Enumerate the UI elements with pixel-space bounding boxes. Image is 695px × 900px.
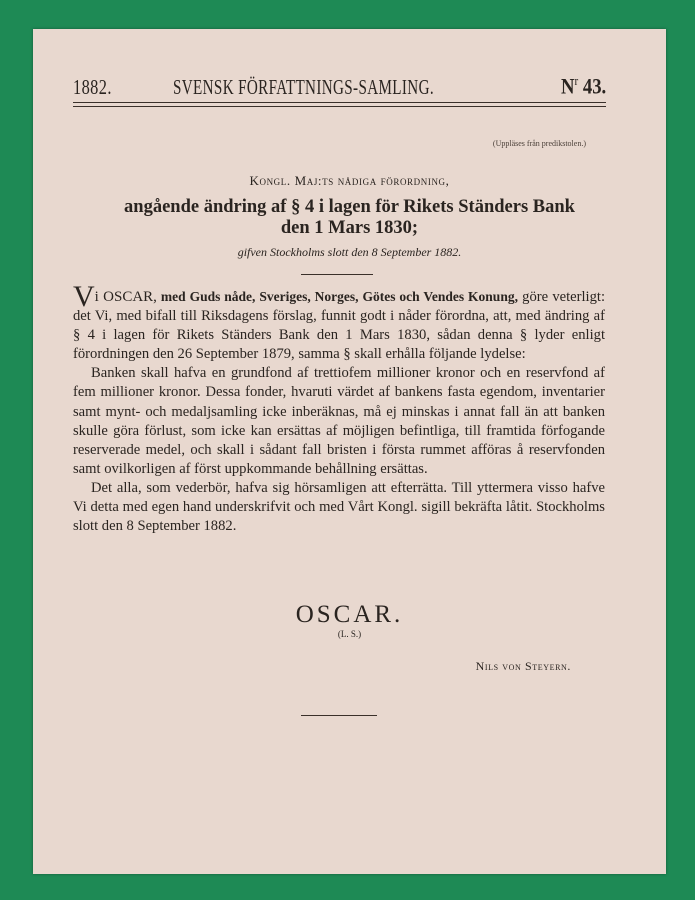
seal-mark: (L. S.) [337, 629, 362, 639]
document-page [33, 29, 666, 874]
title-line-1: angående ändring af § 4 i lagen för Rikets Ständers Bank [124, 197, 575, 217]
paragraph-1 [73, 280, 605, 364]
ordinance-type: Kongl. Maj:ts nådiga förordning, [249, 173, 450, 188]
header-title: SVENSK FÖRFATTNINGS-SAMLING. [173, 75, 434, 99]
title-line-2: den 1 Mars 1830; [280, 218, 419, 238]
ordinance-title [33, 197, 666, 239]
number-value: 43. [582, 73, 606, 99]
number-prefix: N [560, 73, 575, 99]
ordinance-body [73, 280, 605, 536]
number-sup: r [574, 73, 578, 88]
header-rule [73, 102, 606, 107]
paragraph-3: Det alla, som vederbör, hafva sig hörsamligen att efterrätta. Till yttermera visso hafve Vi detta med egen hand underskrifvit och med Vårt Kongl. sigill bekräfta låtit. Stockholms slott den 8 September 1882. [73, 479, 605, 535]
divider [301, 274, 373, 275]
countersignature: Nils von Steyern. [475, 659, 571, 673]
king-signature: OSCAR. [295, 601, 404, 628]
paragraph-1-text: göre veterligt: det Vi, med bifall till Riksdagens förslag, funnit godt i nåder förordna, att, med ändring af § 4 i lagen för Rikets Ständers Bank den 1 Mars 1830, sådan denna § lyder enligt förordningen den 26 September 1879, samma § skall erhålla följande lydelse: [73, 289, 605, 363]
end-rule [301, 715, 377, 716]
pulpit-note: (Uppläses från predikstolen.) [492, 139, 586, 148]
royal-title: med Guds nåde, Sveriges, Norges, Götes och Vendes Konung, [156, 289, 518, 304]
header-number [561, 73, 606, 99]
paragraph-2: Banken skall hafva en grundfond af trettiofem millioner kronor och en reservfond af fem millioner kronor. Dessa fonder, hvaruti värdet af bankens fasta egendom, inventarier samt mynt- och medaljsamling icke inberäknas, må ej minskas i annat fall än att banken skulle göra förlust, som icke kan ersättas af möjligen befintliga, till framtida förfogande reserverade medel, och skall i sådant fall bristen i första rummet afföras å reservfonden samt ovilkorligen af först uppkommande behållning ersättas. [73, 365, 605, 477]
header-year: 1882. [73, 75, 112, 99]
issued-line: gifven Stockholms slott den 8 September 1882. [237, 245, 462, 259]
drop-cap: V [73, 280, 95, 313]
king-name: i OSCAR, [94, 289, 157, 305]
header [73, 73, 606, 103]
